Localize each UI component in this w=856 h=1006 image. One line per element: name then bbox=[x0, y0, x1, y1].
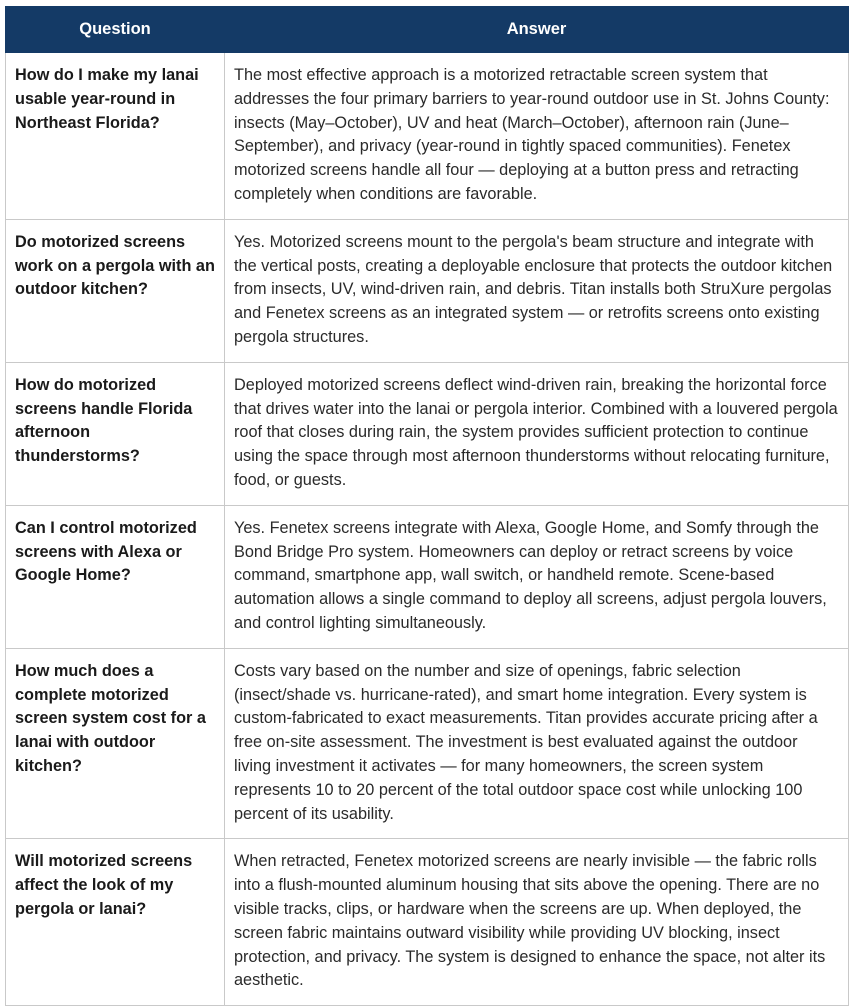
answer-cell: Yes. Fenetex screens integrate with Alexa, Google Home, and Somfy through the Bond Bridge Pro system. Homeowners can deploy or retract screens by voice command, smartphone app, wall switch, or handheld remote. Scene-based automation allows a single command to deploy all screens, adjust pergola louvers, and control lighting simultaneously. bbox=[225, 505, 849, 648]
question-column-header: Question bbox=[6, 7, 225, 53]
answer-cell: When retracted, Fenetex motorized screens are nearly invisible — the fabric rolls into a flush-mounted aluminum housing that sits above the opening. There are no visible tracks, clips, or hardware when the screens are up. When deployed, the screen fabric maintains outward visibility while providing UV blocking, insect protection, and privacy. The system is designed to enhance the space, not alter its aesthetic. bbox=[225, 839, 849, 1006]
answer-cell: The most effective approach is a motorized retractable screen system that addresses the four primary barriers to year-round outdoor use in St. Johns County: insects (May–October), UV and heat (March–October), afternoon rain (June–September), and privacy (year-round in tightly spaced communities). Fenetex motorized screens handle all four — deploying at a button press and retracting completely when conditions are favorable. bbox=[225, 53, 849, 220]
question-cell: Can I control motorized screens with Alexa or Google Home? bbox=[6, 505, 225, 648]
table-row bbox=[6, 53, 849, 220]
answer-column-header: Answer bbox=[225, 7, 849, 53]
table-row bbox=[6, 505, 849, 648]
question-cell: Do motorized screens work on a pergola with an outdoor kitchen? bbox=[6, 219, 225, 362]
question-cell: How much does a complete motorized screen system cost for a lanai with outdoor kitchen? bbox=[6, 648, 225, 839]
table-row bbox=[6, 839, 849, 1006]
answer-cell: Deployed motorized screens deflect wind-driven rain, breaking the horizontal force that drives water into the lanai or pergola interior. Combined with a louvered pergola roof that closes during rain, the system provides sufficient protection to continue using the space through most afternoon thunderstorms without relocating furniture, food, or guests. bbox=[225, 362, 849, 505]
answer-cell: Costs vary based on the number and size of openings, fabric selection (insect/shade vs. hurricane-rated), and smart home integration. Every system is custom-fabricated to exact measurements. Titan provides accurate pricing after a free on-site assessment. The investment is best evaluated against the outdoor living investment it activates — for many homeowners, the screen system represents 10 to 20 percent of the total outdoor space cost while unlocking 100 percent of its usability. bbox=[225, 648, 849, 839]
faq-table bbox=[5, 6, 849, 1006]
question-cell: Will motorized screens affect the look of my pergola or lanai? bbox=[6, 839, 225, 1006]
header-row bbox=[6, 7, 849, 53]
table-row bbox=[6, 648, 849, 839]
answer-cell: Yes. Motorized screens mount to the pergola's beam structure and integrate with the vertical posts, creating a deployable enclosure that protects the outdoor kitchen from insects, UV, wind-driven rain, and debris. Titan installs both StruXure pergolas and Fenetex screens as an integrated system — or retrofits screens onto existing pergola structures. bbox=[225, 219, 849, 362]
question-cell: How do motorized screens handle Florida afternoon thunderstorms? bbox=[6, 362, 225, 505]
question-cell: How do I make my lanai usable year-round in Northeast Florida? bbox=[6, 53, 225, 220]
table-row bbox=[6, 219, 849, 362]
table-row bbox=[6, 362, 849, 505]
